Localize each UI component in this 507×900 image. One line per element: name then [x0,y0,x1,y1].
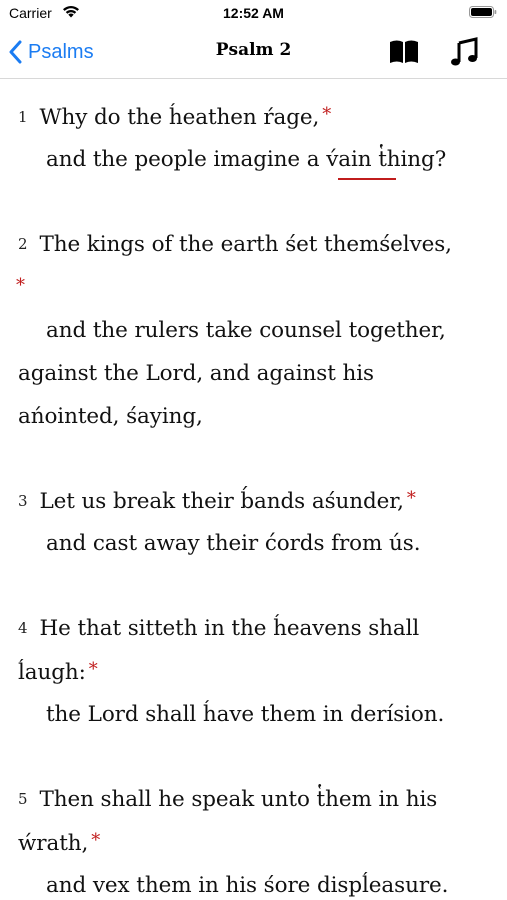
verse-line [46,873,448,898]
navigation-bar [0,26,507,79]
verse-number: 4 [18,619,28,637]
mediation-asterisk: * [406,488,416,509]
accent-underline [338,178,396,180]
verse-text: and cast away their ćords from ús. [46,531,421,556]
page-title: Psalm 2 [215,40,292,60]
mediation-asterisk: * [322,104,332,125]
verse-text: ĺaugh: [18,660,86,685]
status-bar [0,0,507,26]
verse-text: The kings of the earth śet themśelves, [39,232,452,257]
back-label: Psalms [28,40,94,63]
verse-number: 2 [18,235,28,253]
verse-text: and the people imagine a v́ain t̔hing? [46,147,447,172]
verse-text: and the rulers take counsel together, [46,318,446,343]
verse-text: the Lord shall h́ave them in derísion. [46,702,445,727]
verse-line [18,659,98,685]
verse-text: against the Lord, and against his [18,361,374,386]
verse-line [18,232,452,257]
verse-number: 3 [18,492,28,510]
verse-number: 1 [18,108,28,126]
mediation-asterisk: * [16,275,25,296]
verse-text: ẃrath, [18,831,89,856]
mediation-asterisk: * [91,830,101,851]
verse-line [46,702,444,727]
status-time: 12:52 AM [223,5,284,21]
mediation-asterisk: * [88,659,98,680]
verse-text: ańointed, śaying, [18,404,203,429]
verse-line [16,275,25,301]
battery-icon [469,6,497,18]
verse-text: He that sitteth in the h́eavens shall [39,616,420,641]
verse-line [18,104,331,130]
verse-number: 5 [18,790,28,808]
verse-text: Why do the h́eathen ŕage, [39,105,320,130]
verse-text: and vex them in his śore dispĺeasure. [46,873,449,898]
verse-line [18,787,437,812]
verse-line [46,147,446,172]
book-icon[interactable] [388,38,420,66]
verse-line [18,488,416,514]
verse-text: Then shall he speak unto t̔hem in his [39,787,438,812]
carrier-label: Carrier [9,5,52,21]
verse-text: Let us break their b́ands aśunder, [39,489,404,514]
back-button[interactable] [8,36,94,68]
chevron-left-icon [8,40,22,64]
verse-line [18,361,374,386]
verse-line [18,404,203,429]
verse-line [18,830,100,856]
verse-line [46,318,446,343]
verse-line [46,531,420,556]
music-note-icon[interactable] [449,37,479,67]
verse-line [18,616,419,641]
